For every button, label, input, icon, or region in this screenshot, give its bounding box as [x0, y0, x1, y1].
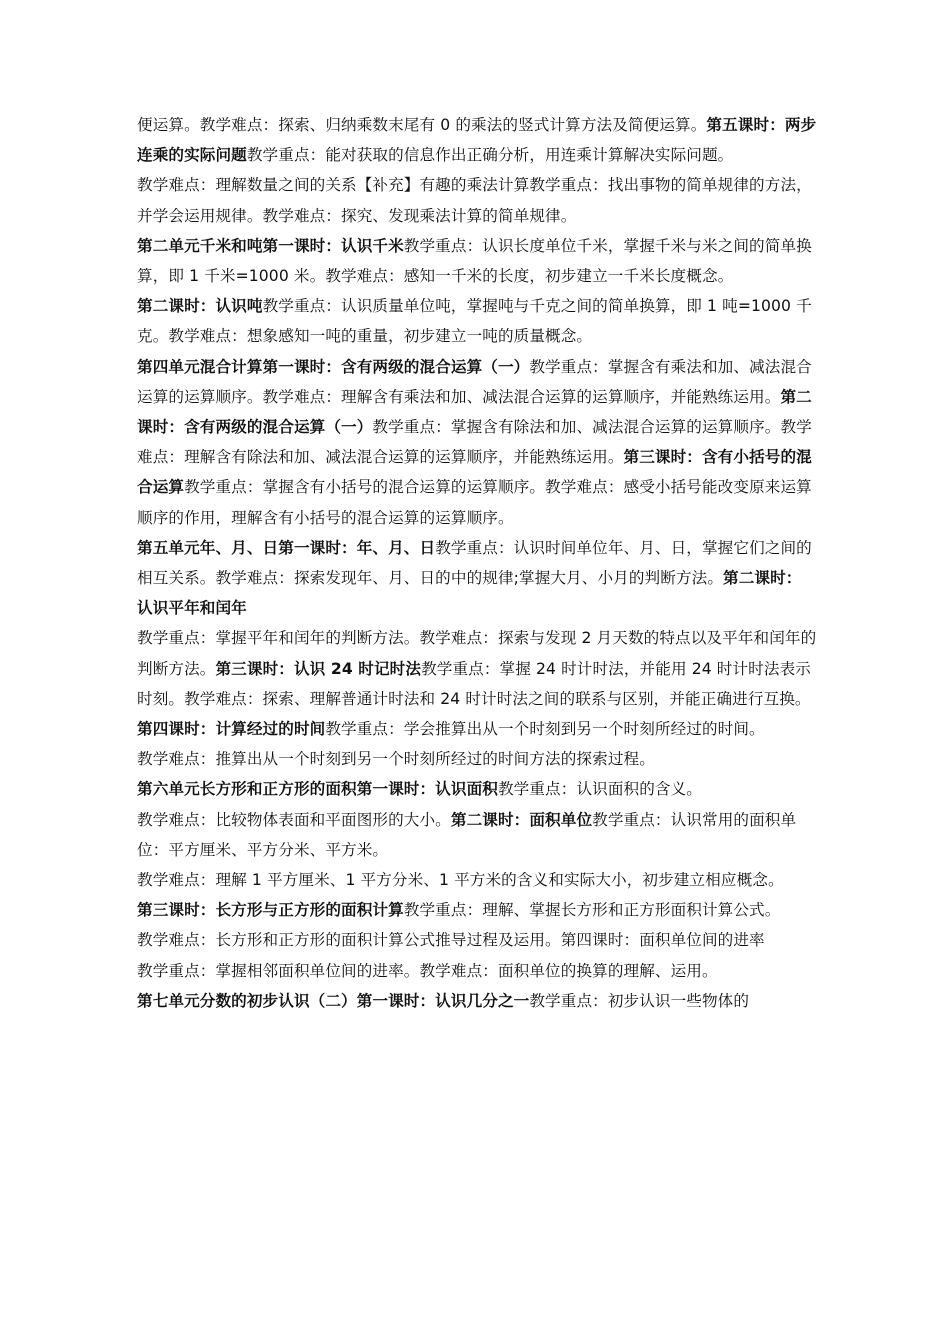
paragraph-7 — [137, 623, 817, 714]
text-run: 便运算。教学难点：探索、归纳乘数末尾有 0 的乘法的竖式计算方法及简便运算。 — [137, 116, 707, 134]
text-run: 教学重点：认识质量单位吨，掌握吨与千克之间的简单换算，即 1 吨=1000 千克。教学难点：想象感知一吨的重量，初步建立一吨的质量概念。 — [137, 297, 812, 346]
text-run: 教学重点：认识面积的含义。 — [497, 780, 702, 799]
paragraph-11 — [137, 805, 817, 865]
unit-heading: 第六单元长方形和正方形的面积第一课时：认识面积 — [137, 780, 498, 799]
lesson-heading: 第三课时：认识 24 时记时法 — [215, 659, 422, 678]
text-run: 教学重点：理解、掌握长方形和正方形面积计算公式。 — [403, 901, 781, 920]
text-run: 教学重点：掌握含有乘法和加、减法混合运算的运算顺序。教学难点：理解含有乘法和加、减法混合运算的运算顺序，并能熟练运用。 — [137, 357, 812, 406]
document-body — [137, 110, 817, 1016]
paragraph-6 — [137, 533, 817, 624]
unit-heading: 第二单元千米和吨第一课时：认识千米 — [137, 236, 404, 255]
lesson-heading: 第五课时：两步连乘的实际问题 — [137, 116, 817, 165]
text-run: 教学难点：推算出从一个时刻到另一个时刻所经过的时间方法的探索过程。 — [137, 750, 655, 769]
paragraph-5 — [137, 352, 817, 533]
lesson-heading: 第二课时：认识吨 — [137, 297, 263, 316]
paragraph-12 — [137, 865, 817, 895]
lesson-heading: 第二课时：认识平年和闰年 — [137, 569, 802, 618]
lesson-heading: 第四课时：计算经过的时间 — [137, 720, 326, 739]
paragraph-14 — [137, 925, 817, 955]
unit-heading: 第四单元混合计算第一课时：含有两级的混合运算（一） — [137, 357, 530, 376]
text-run: 教学重点：认识时间单位年、月、日，掌握它们之间的相互关系。教学难点：探索发现年、月、日的中的规律;掌握大月、小月的判断方法。 — [137, 538, 812, 588]
text-run: 教学难点：理解数量之间的关系【补充】有趣的乘法计算教学重点：找出事物的简单规律的方法，并学会运用规律。教学难点：探究、发现乘法计算的简单规律。 — [137, 176, 812, 225]
paragraph-3 — [137, 231, 817, 291]
paragraph-8 — [137, 714, 817, 744]
paragraph-15 — [137, 956, 817, 986]
text-run: 教学重点：掌握平年和闰年的判断方法。教学难点：探索与发现 2 月天数的特点以及平年和闰年的判断方法。 — [137, 629, 817, 678]
lesson-heading: 第二课时：面积单位 — [450, 810, 593, 829]
text-run: 教学重点：掌握 24 时计时法，并能用 24 时计时法表示时刻。教学难点：探索、理解普通计时法和 24 时计时法之间的联系与区别，并能正确进行互换。 — [137, 659, 811, 708]
text-run: 教学重点：掌握含有除法和加、减法混合运算的运算顺序。教学难点：理解含有除法和加、减法混合运算的运算顺序，并能熟练运用。 — [137, 418, 812, 467]
lesson-heading: 第三课时：含有小括号的混合运算 — [137, 448, 812, 497]
text-run: 教学难点：长方形和正方形的面积计算公式推导过程及运用。第四课时：面积单位间的进率 — [137, 931, 765, 950]
text-run: 教学重点：学会推算出从一个时刻到另一个时刻所经过的时间。 — [325, 720, 765, 739]
text-run: 教学重点：认识长度单位千米，掌握千米与米之间的简单换算，即 1 千米=1000 米。教学难点：感知一千米的长度，初步建立一千米长度概念。 — [137, 236, 812, 286]
paragraph-13 — [137, 895, 817, 925]
unit-heading: 第五单元年、月、日第一课时：年、月、日 — [137, 538, 436, 557]
paragraph-2 — [137, 170, 817, 230]
paragraph-10 — [137, 774, 817, 804]
text-run: 教学难点：理解 1 平方厘米、1 平方分米、1 平方米的含义和实际大小，初步建立相应概念。 — [137, 871, 784, 890]
text-run: 教学重点：认识常用的面积单位：平方厘米、平方分米、平方米。 — [137, 810, 797, 859]
lesson-heading: 第二课时：含有两级的混合运算（一） — [137, 387, 812, 437]
text-run: 教学重点：初步认识一些物体的 — [529, 991, 750, 1010]
lesson-heading: 第三课时：长方形与正方形的面积计算 — [137, 901, 404, 920]
text-run: 教学难点：比较物体表面和平面图形的大小。 — [137, 810, 451, 829]
paragraph-9 — [137, 744, 817, 774]
text-run: 教学重点：掌握含有小括号的混合运算的运算顺序。教学难点：感受小括号能改变原来运算顺序的作用，理解含有小括号的混合运算的运算顺序。 — [137, 478, 812, 527]
text-run: 教学重点：掌握相邻面积单位间的进率。教学难点：面积单位的换算的理解、运用。 — [137, 961, 718, 980]
paragraph-16 — [137, 986, 817, 1016]
unit-heading: 第七单元分数的初步认识（二）第一课时：认识几分之一 — [137, 991, 530, 1010]
paragraph-1 — [137, 110, 817, 170]
paragraph-4 — [137, 291, 817, 351]
text-run: 教学重点：能对获取的信息作出正确分析，用连乘计算解决实际问题。 — [246, 146, 734, 165]
